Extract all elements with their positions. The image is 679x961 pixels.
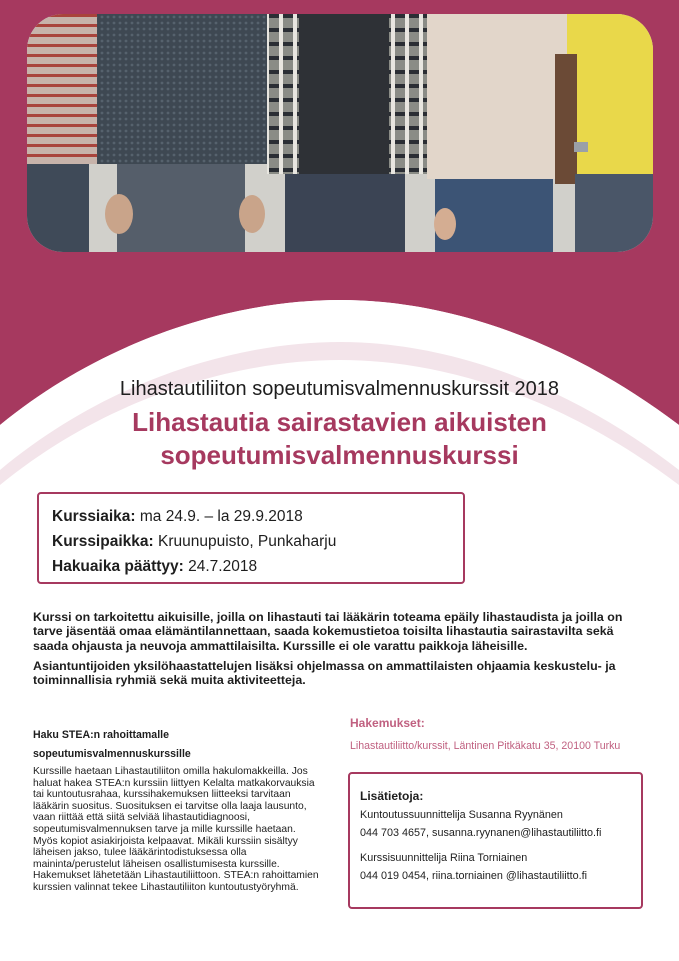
course-title	[0, 406, 679, 472]
course-place	[52, 529, 463, 554]
application-info-section	[33, 726, 323, 894]
application-info-heading-line1: Haku STEA:n rahoittamalle	[33, 729, 169, 741]
course-title-line2: sopeutumisvalmennuskurssi	[160, 440, 519, 470]
course-time-value: ma 24.9. – la 29.9.2018	[135, 508, 303, 525]
applications-address: Lihastautiliitto/kurssit, Läntinen Pitkäkatu 35, 20100 Turku	[350, 740, 621, 752]
application-info-body: Kurssille haetaan Lihastautiliiton omilla hakulomakkeilla. Jos haluat hakea STEA:n kurssiin liittyen Kelalta matkakorvauksia tai kuntoutusrahaa, kurssihakemuksen liitteeksi tarvitaan lääkärin suositus. Suosituksen ei tarvitse olla laaja lausunto, vaan riittää että siitä selviää lihastautidiagnoosi, sopeutumisvalmennuksen tarve ja mille kurssille haetaan. Myös kopiot asiakirjoista kelpaavat. Mikäli kurssiin sisältyy läheisen jakso, tulee lääkärintodistuksessa olla maininta/perustelut läheisen osallistumisesta kurssille. Hakemukset lähetetään Lihastautiliittoon. STEA:n rahoittamien kurssien valinnat tekee Lihastautiliiton kuntoutustyöryhmä.	[33, 766, 319, 893]
course-time	[52, 504, 463, 529]
course-place-label: Kurssipaikka:	[52, 533, 154, 550]
application-info-heading-line2: sopeutumisvalmennuskurssille	[33, 748, 191, 760]
course-title-line1: Lihastautia sairastavien aikuisten	[132, 407, 547, 437]
applications-heading: Hakemukset:	[350, 716, 425, 730]
deadline-label: Hakuaika päättyy:	[52, 558, 184, 575]
intro-paragraph-2: Asiantuntijoiden yksilöhaastattelujen lisäksi ohjelmassa on ammattilaisten ohjaamia keskustelu- ja toiminnallisia ryhmiä sekä muita aktiviteetteja.	[33, 658, 616, 688]
contact-person-2-detail[interactable]: 044 019 0454, riina.torniainen @lihastautiliitto.fi	[360, 870, 588, 882]
application-deadline	[52, 554, 463, 579]
deadline-value: 24.7.2018	[183, 558, 258, 575]
course-time-label: Kurssiaika:	[52, 508, 136, 525]
intro-paragraph-1: Kurssi on tarkoitettu aikuisille, joilla on lihastauti tai lääkärin toteama epäily lihastaudista ja joilla on tarve jäsentää omaa elämäntilannettaan, saada kokemustietoa toisilta lihastautia sairastavilta sekä saada ohjausta ja neuvoja ammattilaisilta. Kurssille ei ole varattu paikkoja läheisille.	[33, 610, 623, 653]
contact-heading: Lisätietoja:	[360, 789, 424, 803]
course-place-value: Kruunupuisto, Punkaharju	[153, 533, 337, 550]
series-title: Lihastautiliiton sopeutumisvalmennuskurssit 2018	[119, 378, 560, 400]
contact-person-1-detail[interactable]: 044 703 4657, susanna.ryynanen@lihastautiliitto.fi	[360, 827, 602, 839]
intro-text	[33, 610, 635, 693]
group-of-people-photo-icon	[27, 14, 653, 252]
contact-box	[348, 772, 643, 909]
course-info-box	[37, 492, 465, 584]
application-info-heading	[33, 726, 323, 764]
group-photo	[27, 14, 653, 252]
contact-person-1-name: Kuntoutussuunnittelija Susanna Ryynänen	[360, 809, 563, 821]
contact-person-2-name: Kurssisuunnittelija Riina Torniainen	[360, 852, 528, 864]
